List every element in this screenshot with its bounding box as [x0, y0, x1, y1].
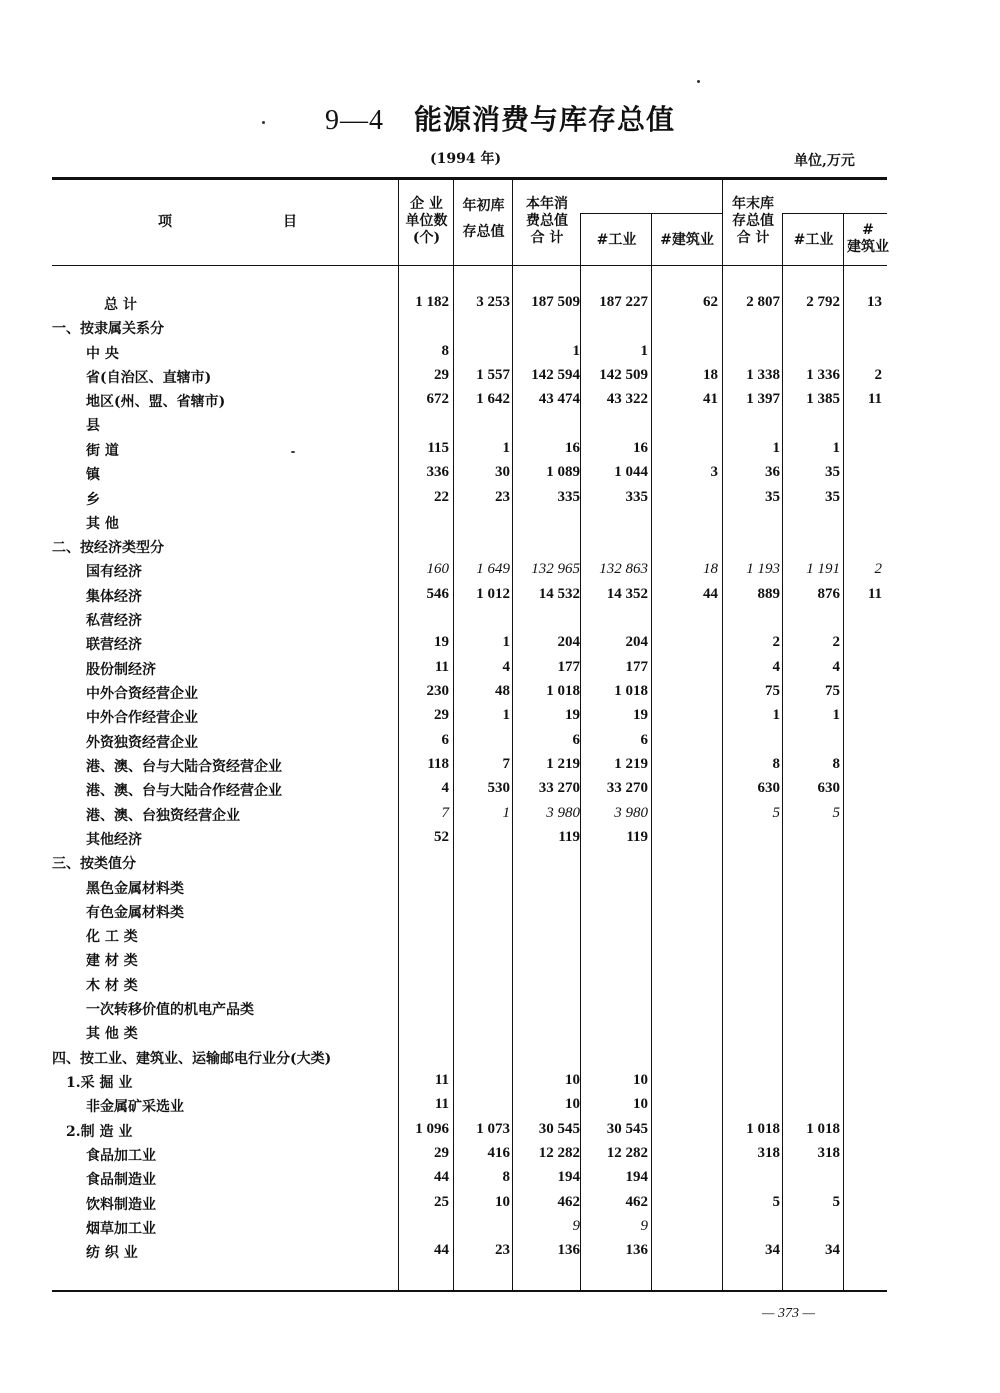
- cell-value: 2 792: [806, 294, 840, 310]
- cell-value: 1 018: [546, 683, 580, 699]
- cell-value: 335: [557, 489, 580, 505]
- cell-value: 9: [572, 1218, 580, 1234]
- row-label: 港、澳、台与大陆合作经营企业: [86, 783, 282, 799]
- cell-value: 35: [825, 489, 840, 505]
- cell-value: 36: [765, 464, 780, 480]
- cell-value: 48: [495, 683, 510, 699]
- unit-label: 单位,万元: [794, 153, 855, 169]
- cell-value: 1: [502, 805, 510, 821]
- cell-value: 318: [757, 1145, 780, 1161]
- cell-value: 1: [772, 440, 780, 456]
- cell-value: 136: [557, 1242, 580, 1258]
- header-col-closing-construction: # 建筑业: [847, 222, 889, 255]
- cell-value: 2: [874, 367, 882, 383]
- table-row: [0, 999, 1000, 1023]
- cell-value: 29: [434, 367, 449, 383]
- cell-value: 630: [817, 780, 840, 796]
- cell-value: 30 545: [538, 1121, 580, 1137]
- header-col-opening-stock: 年初库 存总值: [462, 198, 505, 240]
- row-label: 化 工 类: [86, 929, 138, 945]
- header-item-left: 项: [158, 214, 172, 230]
- table-row: [0, 294, 1000, 318]
- row-label: 黑色金属材料类: [86, 881, 184, 897]
- cell-value: 12 282: [606, 1145, 648, 1161]
- cell-value: 5: [832, 1194, 840, 1210]
- table-row: [0, 1169, 1000, 1193]
- cell-value: 142 594: [531, 367, 580, 383]
- row-label: 省(自治区、直辖市): [86, 370, 212, 386]
- cell-value: 10: [565, 1072, 580, 1088]
- cell-value: 14 532: [538, 586, 580, 602]
- cell-value: 1 557: [476, 367, 510, 383]
- cell-value: 115: [427, 440, 449, 456]
- table-row: [0, 1218, 1000, 1242]
- row-label: 其他经济: [86, 832, 142, 848]
- cell-value: 1 018: [614, 683, 648, 699]
- row-label: 建 材 类: [86, 953, 138, 969]
- table-row: [0, 950, 1000, 974]
- bottom-rule: [52, 1290, 887, 1292]
- cell-value: 30 545: [606, 1121, 648, 1137]
- header-col-closing-stock: 年末库 存总值 合 计: [732, 196, 774, 246]
- table-row: [0, 975, 1000, 999]
- cell-value: 8: [441, 343, 449, 359]
- table-row: [0, 586, 1000, 610]
- cell-value: 1: [772, 707, 780, 723]
- cell-value: 19: [633, 707, 648, 723]
- cell-value: 5: [772, 1194, 780, 1210]
- cell-value: 1: [572, 343, 580, 359]
- table-row: [0, 415, 1000, 439]
- cell-value: 62: [703, 294, 718, 310]
- table-row: [0, 537, 1000, 561]
- cell-value: 3 980: [546, 805, 580, 821]
- cell-value: 1: [502, 440, 510, 456]
- cell-value: 11: [434, 1072, 449, 1088]
- table-row: [0, 489, 1000, 513]
- cell-value: 25: [434, 1194, 449, 1210]
- cell-value: 4: [441, 780, 449, 796]
- table-row: [0, 707, 1000, 731]
- table-row: [0, 513, 1000, 537]
- row-label: 食品加工业: [86, 1148, 156, 1164]
- row-label: 股份制经济: [86, 662, 156, 678]
- cell-value: 530: [487, 780, 510, 796]
- table-row: [0, 1242, 1000, 1266]
- cell-value: 11: [867, 586, 882, 602]
- cell-value: 1: [832, 707, 840, 723]
- cell-value: 119: [558, 829, 580, 845]
- cell-value: 6: [640, 732, 648, 748]
- cell-value: 29: [434, 707, 449, 723]
- row-label: 街 道: [86, 443, 119, 459]
- cell-value: 187 509: [531, 294, 580, 310]
- cell-value: 1 385: [806, 391, 840, 407]
- cell-value: 1 089: [546, 464, 580, 480]
- table-row: [0, 756, 1000, 780]
- row-label: 集体经济: [86, 589, 142, 605]
- table-row: [0, 1096, 1000, 1120]
- row-label: 三、按类值分: [52, 856, 136, 872]
- cell-value: 52: [434, 829, 449, 845]
- row-label: 县: [86, 418, 100, 434]
- header-col-closing-industry: #工业: [793, 232, 834, 248]
- cell-value: 2: [772, 634, 780, 650]
- table-row: [0, 805, 1000, 829]
- cell-value: 12 282: [538, 1145, 580, 1161]
- cell-value: 5: [832, 805, 840, 821]
- cell-value: 11: [434, 1096, 449, 1112]
- cell-value: 35: [825, 464, 840, 480]
- table-row: [0, 780, 1000, 804]
- cell-value: 889: [757, 586, 780, 602]
- cell-value: 1 044: [614, 464, 648, 480]
- cell-value: 142 509: [599, 367, 648, 383]
- cell-value: 10: [633, 1096, 648, 1112]
- cell-value: 34: [765, 1242, 780, 1258]
- cell-value: 11: [867, 391, 882, 407]
- row-label: 中外合作经营企业: [86, 710, 198, 726]
- cell-value: 7: [441, 805, 449, 821]
- cell-value: 876: [817, 586, 840, 602]
- cell-value: 204: [557, 634, 580, 650]
- cell-value: 630: [757, 780, 780, 796]
- row-label: 非金属矿采选业: [86, 1099, 184, 1115]
- row-label: 中外合资经营企业: [86, 686, 198, 702]
- row-label: 2.制 造 业: [66, 1124, 133, 1140]
- cell-value: 44: [703, 586, 718, 602]
- cell-value: 1: [640, 343, 648, 359]
- cell-value: 546: [426, 586, 449, 602]
- row-label: 港、澳、台与大陆合资经营企业: [86, 759, 282, 775]
- header-col-consumption-total: 本年消 费总值 合 计: [526, 196, 568, 246]
- table-row: [0, 440, 1000, 464]
- cell-value: 3 980: [614, 805, 648, 821]
- cell-value: 30: [495, 464, 510, 480]
- cell-value: 204: [625, 634, 648, 650]
- cell-value: 10: [565, 1096, 580, 1112]
- row-label: 四、按工业、建筑业、运输邮电行业分(大类): [52, 1051, 332, 1067]
- cell-value: 44: [434, 1242, 449, 1258]
- cell-value: 1 018: [806, 1121, 840, 1137]
- cell-value: 462: [557, 1194, 580, 1210]
- table-row: [0, 318, 1000, 342]
- cell-value: 1: [832, 440, 840, 456]
- row-label: 乡: [86, 492, 100, 508]
- cell-value: 23: [495, 1242, 510, 1258]
- row-label: 国有经济: [86, 564, 142, 580]
- cell-value: 132 863: [599, 561, 648, 577]
- cell-value: 35: [765, 489, 780, 505]
- cell-value: 462: [625, 1194, 648, 1210]
- cell-value: 187 227: [599, 294, 648, 310]
- table-row: [0, 464, 1000, 488]
- cell-value: 9: [640, 1218, 648, 1234]
- table-row: [0, 829, 1000, 853]
- cell-value: 416: [487, 1145, 510, 1161]
- cell-value: 43 474: [538, 391, 580, 407]
- table-row: [0, 634, 1000, 658]
- cell-value: 1 397: [746, 391, 780, 407]
- cell-value: 75: [765, 683, 780, 699]
- row-label: 镇: [86, 467, 100, 483]
- page-title: [0, 98, 1000, 138]
- cell-value: 2: [832, 634, 840, 650]
- row-label: 一次转移价值的机电产品类: [86, 1002, 254, 1018]
- table-row: [0, 902, 1000, 926]
- row-label: 地区(州、盟、省辖市): [86, 394, 226, 410]
- header-item-right: 目: [283, 214, 297, 230]
- cell-value: 4: [832, 659, 840, 675]
- cell-value: 1 336: [806, 367, 840, 383]
- row-label: 港、澳、台独资经营企业: [86, 808, 240, 824]
- cell-value: 177: [625, 659, 648, 675]
- cell-value: 19: [434, 634, 449, 650]
- row-label: 联营经济: [86, 637, 142, 653]
- cell-value: 118: [427, 756, 449, 772]
- header-col-consumption-construction: #建筑业: [660, 232, 714, 248]
- row-label: 纺 织 业: [86, 1245, 138, 1261]
- table-row: [0, 683, 1000, 707]
- cell-value: 1 219: [614, 756, 648, 772]
- cell-value: 10: [495, 1194, 510, 1210]
- row-label: 有色金属材料类: [86, 905, 184, 921]
- table-row: [0, 367, 1000, 391]
- row-label: 食品制造业: [86, 1172, 156, 1188]
- cell-value: 1 219: [546, 756, 580, 772]
- row-label: 私营经济: [86, 613, 142, 629]
- header-col-consumption-industry: #工业: [596, 232, 637, 248]
- cell-value: 16: [565, 440, 580, 456]
- cell-value: 1 012: [476, 586, 510, 602]
- row-label: 木 材 类: [86, 978, 138, 994]
- row-label: 总 计: [104, 297, 137, 313]
- row-label: 外资独资经营企业: [86, 735, 198, 751]
- cell-value: 44: [434, 1169, 449, 1185]
- table-row: [0, 610, 1000, 634]
- table-row: [0, 853, 1000, 877]
- cell-value: 23: [495, 489, 510, 505]
- cell-value: 22: [434, 489, 449, 505]
- cell-value: 335: [625, 489, 648, 505]
- cell-value: 33 270: [606, 780, 648, 796]
- row-label: 饮料制造业: [86, 1197, 156, 1213]
- cell-value: 136: [625, 1242, 648, 1258]
- table-row: [0, 1121, 1000, 1145]
- cell-value: 2 807: [746, 294, 780, 310]
- table-row: [0, 732, 1000, 756]
- scan-speck: [262, 121, 265, 124]
- cell-value: 132 965: [531, 561, 580, 577]
- header-col-units: 企 业 单位数 (个): [405, 196, 448, 246]
- cell-value: 1 096: [415, 1121, 449, 1137]
- cell-value: 1 182: [415, 294, 449, 310]
- cell-value: 7: [502, 756, 510, 772]
- scan-speck: [697, 80, 700, 83]
- cell-value: 8: [502, 1169, 510, 1185]
- cell-value: 18: [703, 367, 718, 383]
- row-label: 其 他: [86, 516, 119, 532]
- table-row: [0, 343, 1000, 367]
- cell-value: 43 322: [606, 391, 648, 407]
- cell-value: 4: [502, 659, 510, 675]
- page-number: — 373 —: [762, 1306, 815, 1321]
- cell-value: 336: [426, 464, 449, 480]
- cell-value: 3: [710, 464, 718, 480]
- cell-value: 5: [772, 805, 780, 821]
- cell-value: 194: [625, 1169, 648, 1185]
- cell-value: 34: [825, 1242, 840, 1258]
- cell-value: 6: [572, 732, 580, 748]
- cell-value: 10: [633, 1072, 648, 1088]
- table-row: [0, 926, 1000, 950]
- cell-value: 3 253: [476, 294, 510, 310]
- row-label: 烟草加工业: [86, 1221, 156, 1237]
- cell-value: 13: [867, 294, 882, 310]
- cell-value: 8: [832, 756, 840, 772]
- cell-value: 1: [502, 707, 510, 723]
- table-row: [0, 1072, 1000, 1096]
- table-title: 能源消费与库存总值: [413, 103, 675, 136]
- cell-value: 1: [502, 634, 510, 650]
- cell-value: 29: [434, 1145, 449, 1161]
- sub-header-rule-2: [782, 213, 887, 214]
- cell-value: 14 352: [606, 586, 648, 602]
- cell-value: 318: [817, 1145, 840, 1161]
- scan-speck: [291, 451, 295, 453]
- cell-value: 1 073: [476, 1121, 510, 1137]
- cell-value: 11: [434, 659, 449, 675]
- cell-value: 1 649: [476, 561, 510, 577]
- cell-value: 1 193: [746, 561, 780, 577]
- table-row: [0, 1145, 1000, 1169]
- cell-value: 16: [633, 440, 648, 456]
- table-row: [0, 391, 1000, 415]
- header-bottom-rule: [52, 265, 887, 266]
- cell-value: 1 191: [806, 561, 840, 577]
- table-number: 9—4: [324, 105, 384, 136]
- table-row: [0, 1194, 1000, 1218]
- table-row: [0, 1023, 1000, 1047]
- cell-value: 18: [703, 561, 718, 577]
- top-rule: [52, 177, 887, 180]
- cell-value: 160: [426, 561, 449, 577]
- cell-value: 177: [557, 659, 580, 675]
- cell-value: 672: [426, 391, 449, 407]
- cell-value: 2: [874, 561, 882, 577]
- cell-value: 6: [441, 732, 449, 748]
- cell-value: 19: [565, 707, 580, 723]
- row-label: 二、按经济类型分: [52, 540, 164, 556]
- cell-value: 8: [772, 756, 780, 772]
- table-row: [0, 659, 1000, 683]
- table-row: [0, 1048, 1000, 1072]
- table-row: [0, 878, 1000, 902]
- table-row: [0, 561, 1000, 585]
- row-label: 一、按隶属关系分: [52, 321, 164, 337]
- cell-value: 75: [825, 683, 840, 699]
- cell-value: 1 338: [746, 367, 780, 383]
- row-label: 1.采 掘 业: [66, 1075, 133, 1091]
- cell-value: 1 642: [476, 391, 510, 407]
- cell-value: 41: [703, 391, 718, 407]
- cell-value: 194: [557, 1169, 580, 1185]
- cell-value: 33 270: [538, 780, 580, 796]
- year-label: (1994 年): [430, 151, 502, 167]
- cell-value: 1 018: [746, 1121, 780, 1137]
- row-label: 中 央: [86, 346, 119, 362]
- cell-value: 230: [426, 683, 449, 699]
- cell-value: 4: [772, 659, 780, 675]
- cell-value: 119: [626, 829, 648, 845]
- row-label: 其 他 类: [86, 1026, 138, 1042]
